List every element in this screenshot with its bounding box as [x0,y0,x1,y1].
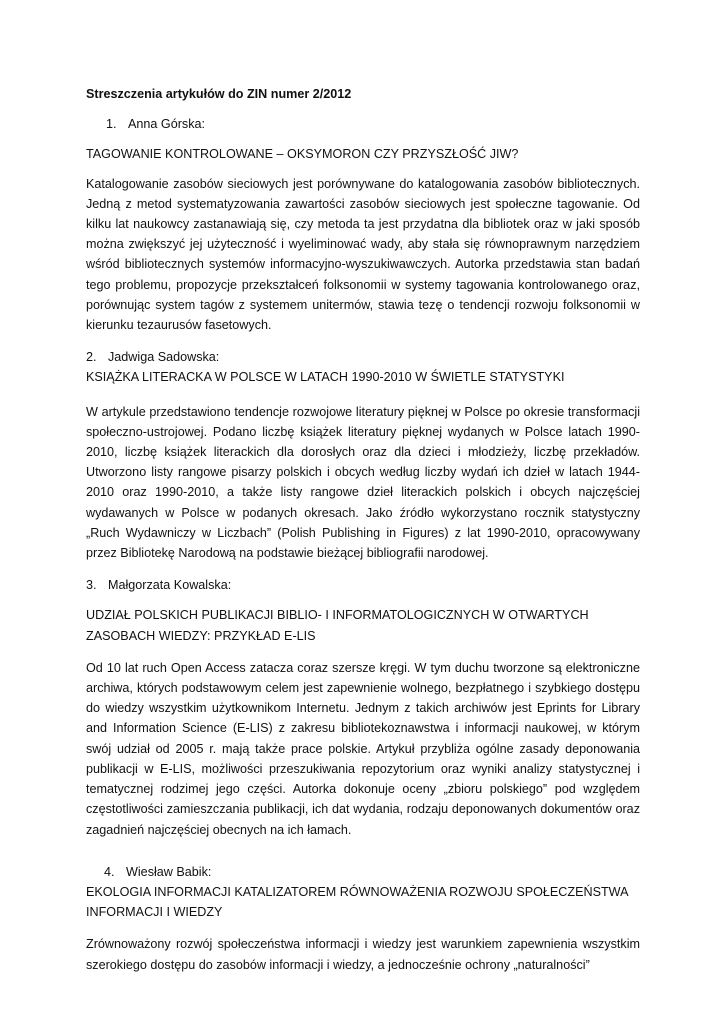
article-3-heading: UDZIAŁ POLSKICH PUBLIKACJI BIBLIO- I INFORMATOLOGICZNYCH W OTWARTYCH ZASOBACH WIEDZY: PRZYKŁAD E-LIS [86,608,589,643]
article-4-number: 4. [104,864,115,879]
article-4-abstract: Zrównoważony rozwój społeczeństwa informacji i wiedzy jest warunkiem zapewnienia wszystkim szerokiego dostępu do zasobów informacji i wiedzy, a jednocześnie ochrony „naturalności” [86,937,640,972]
article-4-heading: EKOLOGIA INFORMACJI KATALIZATOREM RÓWNOWAŻENIA ROZWOJU SPOŁECZEŃSTWA INFORMACJI I WIEDZY [86,884,628,920]
document-title: Streszczenia artykułów do ZIN numer 2/2012 [86,87,352,101]
article-1-number: 1. [106,117,117,132]
article-3-author-line [86,575,640,595]
article-4-author-line [86,862,640,882]
article-2-heading: KSIĄŻKA LITERACKA W POLSCE W LATACH 1990-2010 W ŚWIETLE STATYSTYKI [86,370,565,385]
article-2-author-line [86,347,640,367]
article-1-author: Anna Górska: [128,117,206,132]
article-2-number: 2. [86,350,97,365]
article-2-abstract: W artykule przedstawiono tendencje rozwojowe literatury pięknej w Polsce po okresie transformacji społeczno-ustrojowej. Podano liczbę książek literatury pięknej wydanych w Polsce latach 1990-2010, liczbę książek literackich dla dorosłych oraz dla dzieci i młodzieży, liczbę przekładów. Utworzono listy rangowe pisarzy polskich i obcych według liczby wydań ich dzieł w latach 1944-2010 oraz 1990-2010, a także listy rangowe dzieł literackich polskich i obcych najczęściej wydawanych w Polsce w podanych okresach. Jako źródło wykorzystano rocznik statystyczny „Ruch Wydawniczy w Liczbach” (Polish Publishing in Figures) z lat 1990-2010, opracowywany przez Bibliotekę Narodową na podstawie bieżącej bibliografii narodowej. [86,404,640,561]
article-4-author: Wiesław Babik: [126,864,212,879]
article-2-author: Jadwiga Sadowska: [108,350,220,365]
article-3-abstract: Od 10 lat ruch Open Access zatacza coraz szersze kręgi. W tym duchu tworzone są elektroniczne archiwa, których podstawowym celem jest zapewnienie wolnego, bezpłatnego i szybkiego dostępu do wiedzy wszystkim użytkownikom Internetu. Jednym z takich archiwów jest Eprints for Library and Information Science (E-LIS) z zakresu bibliotekoznawstwa i informacji naukowej, w którym swój udział od 2005 r. mają także prace polskie. Artykuł przybliża ogólne zasady deponowania publikacji w E-LIS, możliwości przeszukiwania repozytorium oraz wyniki analizy statystycznej i tematycznej rodzimej jego części. Autorka dokonuje oceny „zbioru polskiego” pod względem częstotliwości zamieszczania publikacji, ich dat wydania, rodzaju deponowanych dokumentów oraz zagadnień najczęściej obecnych na ich łamach. [86,660,640,837]
article-1-author-line [86,114,640,134]
document-page [86,84,640,987]
article-3-author: Małgorzata Kowalska: [108,578,232,593]
article-1-heading: TAGOWANIE KONTROLOWANE – OKSYMORON CZY PRZYSZŁOŚĆ JIW? [86,147,519,162]
article-1-abstract: Katalogowanie zasobów sieciowych jest porównywane do katalogowania zasobów bibliotecznych. Jedną z metod systematyzowania zawartości zasobów sieciowych jest społeczne tagowanie. Od kilku lat naukowcy zastanawiają się, czy metoda ta jest przydatna dla bibliotek oraz w jaki sposób można zwiększyć jej użyteczność i wyeliminować wady, aby stała się równoprawnym narzędziem wśród bibliotecznych systemów informacyjno-wyszukiwawczych. Autorka przedstawia stan badań tego problemu, propozycje przekształceń folksonomii w systemy tagowania kontrolowanego oraz, porównując system tagów z systemem unitermów, stawia tezę o tendencji rozwoju folksonomii w kierunku tezaurusów fasetowych. [86,176,640,333]
article-3-number: 3. [86,578,97,593]
